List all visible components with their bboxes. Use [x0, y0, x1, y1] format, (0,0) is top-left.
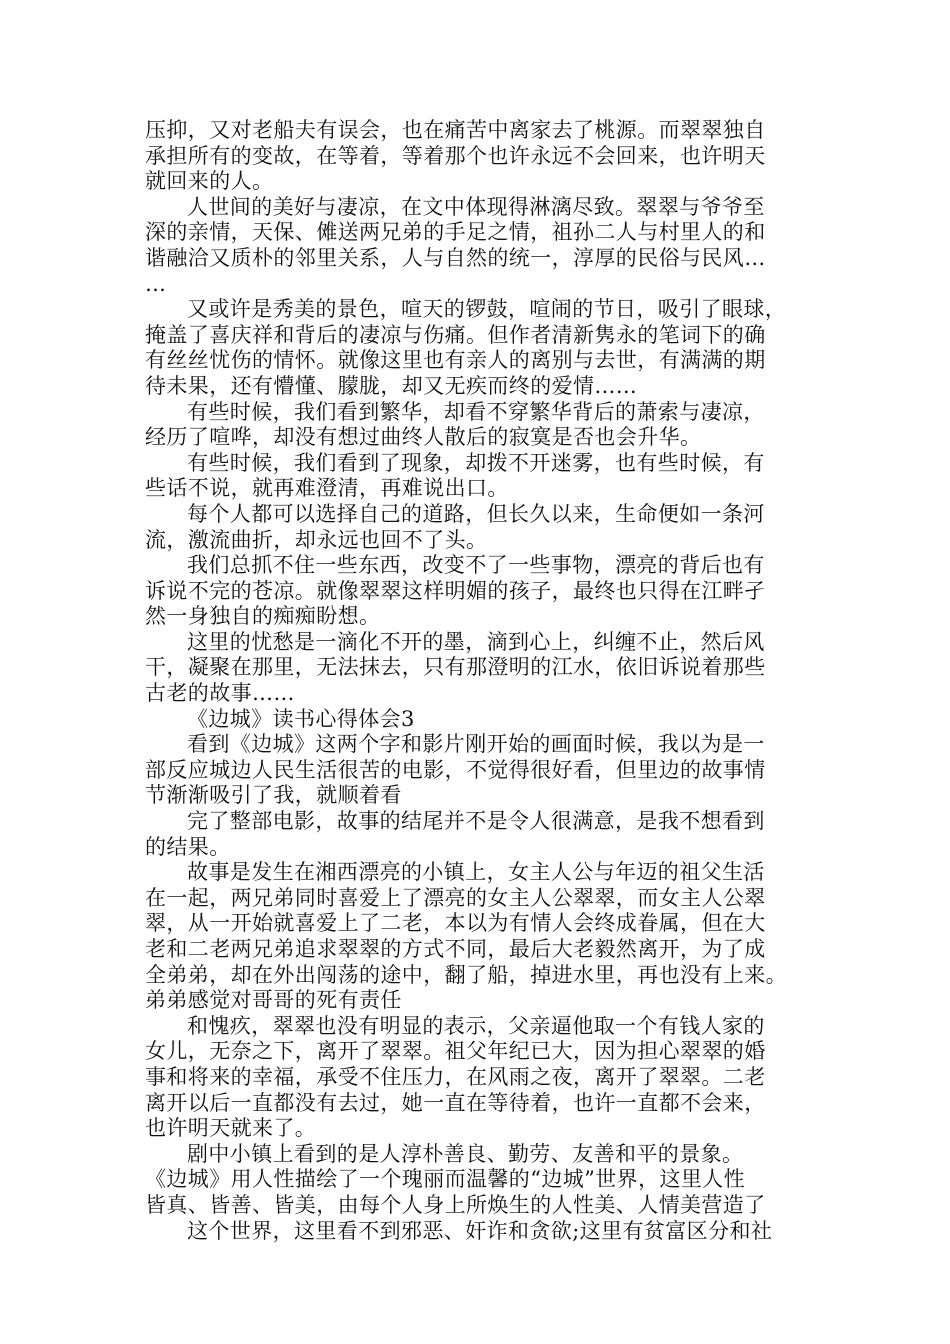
- text-line: 弟弟感觉对哥哥的死有责任: [145, 988, 402, 1013]
- text-line: 完了整部电影，故事的结尾并不是令人很满意，是我不想看到: [187, 809, 765, 834]
- text-line: 待未果，还有懵懂、朦胧，却又无疾而终的爱情……: [145, 373, 638, 398]
- text-line: 这个世界，这里看不到邪恶、奸诈和贪欲;这里有贫富区分和社: [187, 1218, 773, 1243]
- text-line: 干，凝聚在那里，无法抹去，只有那澄明的江水，依旧诉说着那些: [145, 655, 766, 680]
- text-line: 些话不说，就再难澄清，再难说出口。: [145, 476, 509, 501]
- text-line: 看到《边城》这两个字和影片刚开始的画面时候，我以为是一: [187, 732, 765, 757]
- document-body: [145, 118, 805, 1244]
- text-line: 离开以后一直都没有去过，她一直在等待着，也许一直都不会来，: [145, 1090, 766, 1115]
- text-line: 掩盖了喜庆祥和背后的凄凉与伤痛。但作者清新隽永的笔词下的确: [145, 322, 766, 347]
- text-line: 古老的故事……: [145, 681, 295, 706]
- text-line: 谐融洽又质朴的邻里关系，人与自然的统一，淳厚的民俗与民风…: [145, 245, 766, 270]
- text-line: 女儿，无奈之下，离开了翠翠。祖父年纪已大，因为担心翠翠的婚: [145, 1039, 766, 1064]
- text-line: 《边城》读书心得体会3: [187, 706, 415, 731]
- text-line: 我们总抓不住一些东西，改变不了一些事物，漂亮的背后也有: [187, 553, 765, 578]
- text-line: 又或许是秀美的景色，喧天的锣鼓，喧闹的节日，吸引了眼球，: [187, 297, 787, 322]
- text-line: 有些时候，我们看到了现象，却拨不开迷雾，也有些时候，有: [187, 450, 765, 475]
- text-line: 故事是发生在湘西漂亮的小镇上，女主人公与年迈的祖父生活: [187, 860, 765, 885]
- text-line: 全弟弟，却在外出闯荡的途中，翻了船，掉进水里，再也没有上来。: [145, 962, 787, 987]
- text-line: 《边城》用人性描绘了一个瑰丽而温馨的“边城”世界，这里人性: [145, 1167, 746, 1192]
- text-line: 的结果。: [145, 834, 231, 859]
- text-line: 和愧疚，翠翠也没有明显的表示，父亲逼他取一个有钱人家的: [187, 1013, 765, 1038]
- text-line: 流，激流曲折，却永远也回不了头。: [145, 527, 488, 552]
- text-line: 人世间的美好与凄凉，在文中体现得淋漓尽致。翠翠与爷爷至: [187, 194, 765, 219]
- text-line: 然一身独自的痴痴盼想。: [145, 604, 381, 629]
- text-line: 节渐渐吸引了我，就顺着看: [145, 783, 402, 808]
- text-line: 老和二老两兄弟追求翠翠的方式不同，最后大老毅然离开，为了成: [145, 937, 766, 961]
- text-line: 每个人都可以选择自己的道路，但长久以来，生命便如一条河: [187, 501, 765, 526]
- text-line: 压抑，又对老船夫有误会，也在痛苦中离家去了桃源。而翠翠独自: [145, 118, 766, 142]
- text-line: 在一起，两兄弟同时喜爱上了漂亮的女主人公翠翠，而女主人公翠: [145, 885, 766, 910]
- text-line: 剧中小镇上看到的是人淳朴善良、勤劳、友善和平的景象。: [187, 1141, 744, 1166]
- text-line: 也许明天就来了。: [145, 1116, 317, 1141]
- text-line: 经历了喧哗，却没有想过曲终人散后的寂寞是否也会升华。: [145, 425, 702, 450]
- text-line: 承担所有的变故，在等着，等着那个也许永远不会回来，也许明天: [145, 143, 766, 168]
- text-line: 有些时候，我们看到繁华，却看不穿繁华背后的萧索与凄凉，: [187, 399, 765, 424]
- text-line: 翠，从一开始就喜爱上了二老，本以为有情人会终成眷属，但在大: [145, 911, 766, 936]
- text-line: 深的亲情，天保、傩送两兄弟的手足之情，祖孙二人与村里人的和: [145, 220, 766, 245]
- text-line: 有丝丝忧伤的情怀。就像这里也有亲人的离别与去世，有满满的期: [145, 348, 766, 373]
- text-line: 就回来的人。: [145, 169, 274, 194]
- text-line: 诉说不完的苍凉。就像翠翠这样明媚的孩子，最终也只得在江畔孑: [145, 578, 766, 603]
- text-line: 皆真、皆善、皆美，由每个人身上所焕生的人性美、人情美营造了: [145, 1192, 766, 1217]
- text-line: 这里的忧愁是一滴化不开的墨，滴到心上，纠缠不止，然后风: [187, 629, 765, 654]
- text-line: 部反应城边人民生活很苦的电影，不觉得很好看，但里边的故事情: [145, 757, 766, 782]
- text-line: …: [145, 271, 167, 296]
- text-line: 事和将来的幸福，承受不住压力，在风雨之夜，离开了翠翠。二老: [145, 1064, 766, 1089]
